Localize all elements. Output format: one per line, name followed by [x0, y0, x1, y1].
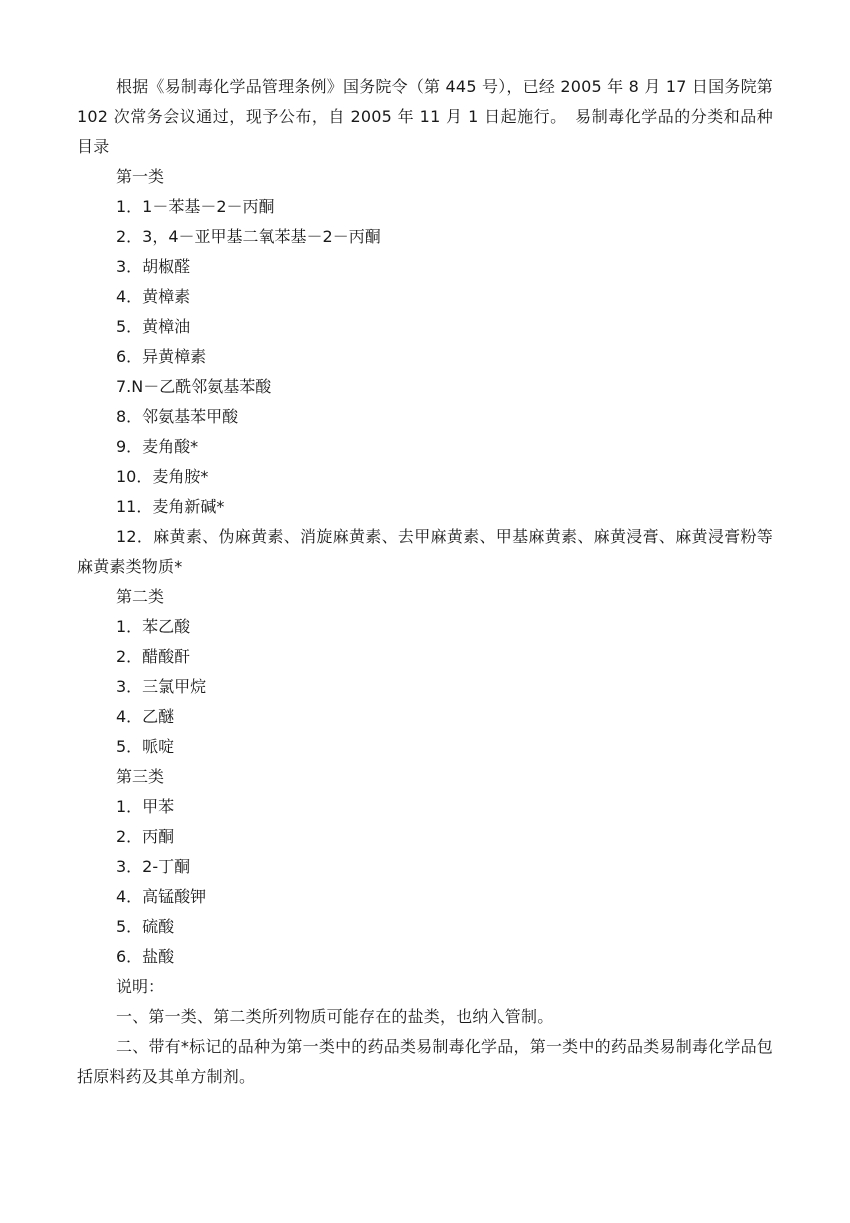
category-3-item: 1．甲苯 — [116, 797, 175, 816]
category-3-item: 3．2-丁酮 — [116, 857, 191, 876]
category-1-item: 7.N－乙酰邻氨基苯酸 — [116, 377, 272, 396]
note-2: 二、带有*标记的品种为第一类中的药品类易制毒化学品，第一类中的药品类易制毒化学品包括原料药及其单方制剂。 — [77, 1037, 773, 1086]
category-2-item: 3．三氯甲烷 — [116, 677, 207, 696]
note-1: 一、第一类、第二类所列物质可能存在的盐类，也纳入管制。 — [116, 1007, 554, 1026]
category-3-item: 6．盐酸 — [116, 947, 175, 966]
category-1-item: 4．黄樟素 — [116, 287, 191, 306]
document-body — [77, 72, 773, 1092]
intro-paragraph: 根据《易制毒化学品管理条例》国务院令（第 445 号），已经 2005 年 8 月 17 日国务院第 102 次常务会议通过，现予公布，自 2005 年 11 月 1 日起施行。 易制毒化学品的分类和品种目录 — [77, 77, 773, 156]
category-1-title: 第一类 — [116, 167, 165, 186]
notes-title: 说明： — [116, 977, 165, 996]
category-1-item: 1．1－苯基－2－丙酮 — [116, 197, 275, 216]
category-2-item: 1．苯乙酸 — [116, 617, 191, 636]
category-1-item: 5．黄樟油 — [116, 317, 191, 336]
category-3-item: 5．硫酸 — [116, 917, 175, 936]
category-1-item: 11．麦角新碱* — [116, 497, 225, 516]
category-1-item: 10．麦角胺* — [116, 467, 209, 486]
category-2-title: 第二类 — [116, 587, 165, 606]
category-2-item: 2．醋酸酐 — [116, 647, 191, 666]
category-2-item: 4．乙醚 — [116, 707, 175, 726]
category-2-item: 5．哌啶 — [116, 737, 175, 756]
category-1-item: 2．3，4－亚甲基二氧苯基－2－丙酮 — [116, 227, 381, 246]
category-1-item-12: 12．麻黄素、伪麻黄素、消旋麻黄素、去甲麻黄素、甲基麻黄素、麻黄浸膏、麻黄浸膏粉等麻黄素类物质* — [77, 527, 773, 576]
category-3-title: 第三类 — [116, 767, 165, 786]
category-1-item: 3．胡椒醛 — [116, 257, 191, 276]
category-1-item: 6．异黄樟素 — [116, 347, 207, 366]
category-1-item: 8．邻氨基苯甲酸 — [116, 407, 239, 426]
category-1-item: 9．麦角酸* — [116, 437, 199, 456]
category-3-item: 4．高锰酸钾 — [116, 887, 207, 906]
category-3-item: 2．丙酮 — [116, 827, 175, 846]
